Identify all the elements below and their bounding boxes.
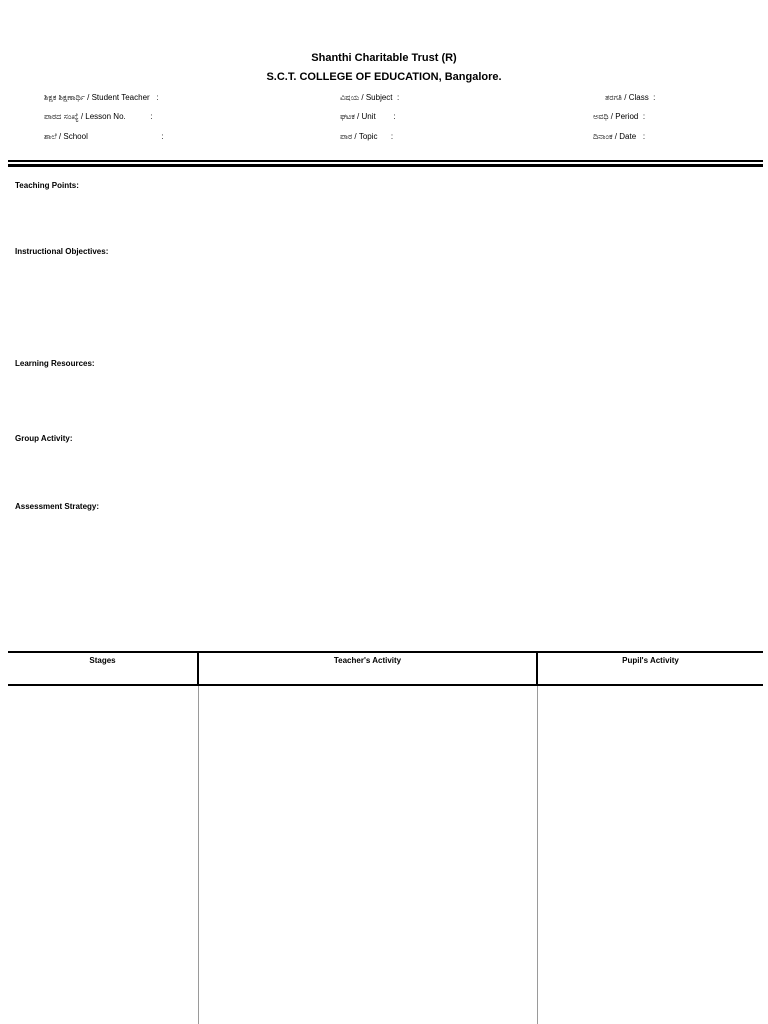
date-field: ದಿನಾಂಕ / Date : <box>593 132 646 141</box>
teaching-points-label: Teaching Points: <box>15 181 79 190</box>
pupils-activity-cell <box>538 686 763 1024</box>
table-top-rule <box>8 651 763 653</box>
learning-resources-label: Learning Resources: <box>15 359 95 368</box>
instructional-objectives-label: Instructional Objectives: <box>15 247 109 256</box>
column-header-stages: Stages <box>89 656 116 665</box>
lesson-no-field: ಪಾಠದ ಸಂಖ್ಯೆ / Lesson No. : <box>44 112 153 121</box>
class-field: ತರಗತಿ / Class : <box>605 93 656 102</box>
trust-name: Shanthi Charitable Trust (R) <box>311 52 457 64</box>
column-header-teachers-activity: Teacher's Activity <box>333 656 402 665</box>
header-rule-top <box>8 160 763 162</box>
group-activity-label: Group Activity: <box>15 434 73 443</box>
header-rule-bottom <box>8 164 763 167</box>
column-header-pupils-activity: Pupil's Activity <box>622 656 679 665</box>
unit-field: ಘಟಕ / Unit : <box>340 112 396 121</box>
stages-cell <box>8 686 197 1024</box>
topic-field: ಪಾಠ / Topic : <box>340 132 394 141</box>
period-field: ಅವಧಿ / Period : <box>593 112 646 121</box>
teachers-activity-cell <box>199 686 536 1024</box>
subject-field: ವಿಷಯ / Subject : <box>340 93 400 102</box>
college-name: S.C.T. COLLEGE OF EDUCATION, Bangalore. <box>266 71 502 83</box>
assessment-strategy-label: Assessment Strategy: <box>15 502 100 511</box>
school-field: ಶಾಲೆ / School : <box>44 132 164 141</box>
student-teacher-field: ಶಿಕ್ಷಕ ಶಿಕ್ಷಣಾರ್ಥಿ / Student Teacher : <box>44 93 159 102</box>
